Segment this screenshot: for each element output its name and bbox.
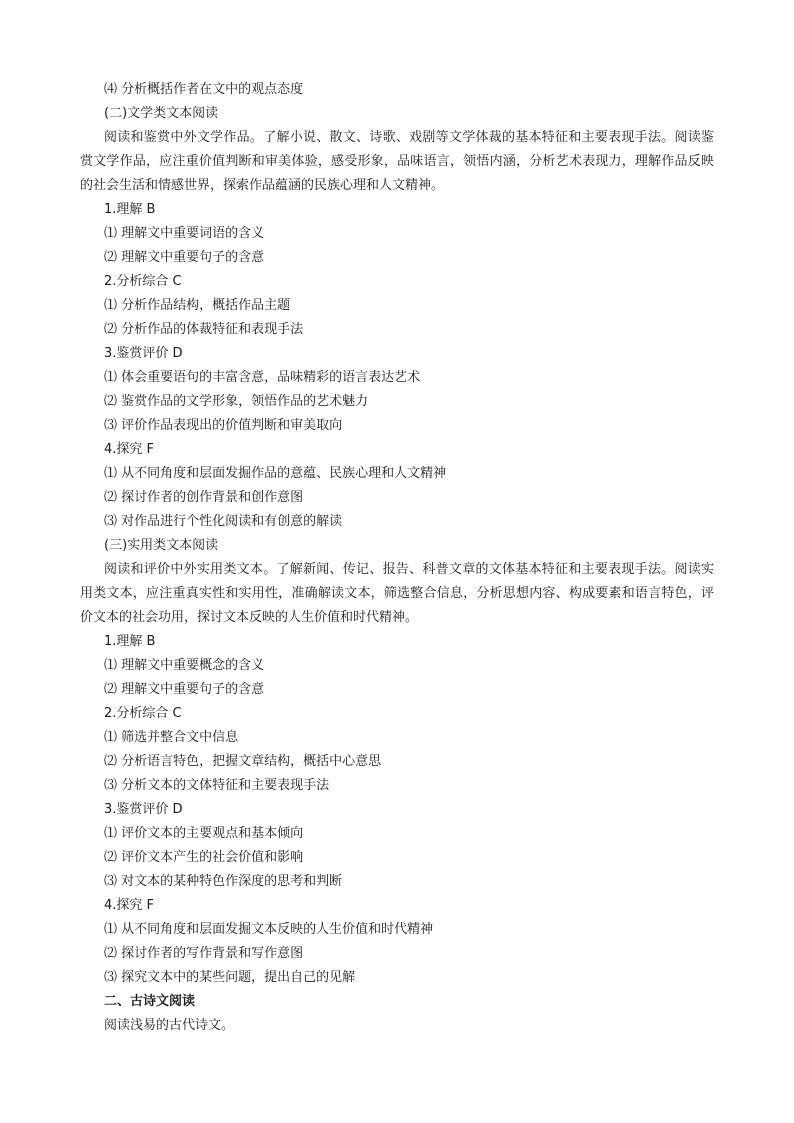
list-item: ⑴ 理解文中重要概念的含义 <box>104 658 265 673</box>
paragraph-practical <box>80 558 738 630</box>
document-body <box>80 78 738 1038</box>
list-item: ⑴ 从不同角度和层面发掘文本反映的人生价值和时代精神 <box>104 922 434 937</box>
level-heading: 4.探究 F <box>104 442 155 457</box>
list-item: ⑵ 探讨作者的创作背景和创作意图 <box>104 490 304 505</box>
level-heading: 1.理解 B <box>104 634 156 649</box>
list-item: ⑶ 评价作品表现出的价值判断和审美取向 <box>104 418 343 433</box>
paragraph-text: 阅读和鉴赏中外文学作品。了解小说、散文、诗歌、戏剧等文学体裁的基本特征和主要表现手法。阅读鉴赏文学作品，应注重价值判断和审美体验，感受形象，品味语言，领悟内涵，分析艺术表现力，理解作品反映的社会生活和情感世界，探索作品蕴涵的民族心理和人文精神。 <box>80 130 714 193</box>
list-item: ⑶ 对文本的某种特色作深度的思考和判断 <box>104 874 343 889</box>
list-item: ⑴ 评价文本的主要观点和基本倾向 <box>104 826 304 841</box>
body-text: 阅读浅易的古代诗文。 <box>104 1018 235 1033</box>
level-heading: 2.分析综合 C <box>104 274 182 289</box>
list-item: ⑴ 分析作品结构，概括作品主题 <box>104 298 291 313</box>
list-item: ⑴ 体会重要语句的丰富含意，品味精彩的语言表达艺术 <box>104 370 421 385</box>
list-item: ⑶ 对作品进行个性化阅读和有创意的解读 <box>104 514 343 529</box>
list-item: ⑵ 鉴赏作品的文学形象，领悟作品的艺术魅力 <box>104 394 369 409</box>
level-heading: 4.探究 F <box>104 898 155 913</box>
section-heading: (二)文学类文本阅读 <box>104 106 219 121</box>
list-item: ⑵ 评价文本产生的社会价值和影响 <box>104 850 304 865</box>
level-heading: 1.理解 B <box>104 202 156 217</box>
list-item: ⑶ 探究文本中的某些问题，提出自己的见解 <box>104 970 356 985</box>
section-heading: (三)实用类文本阅读 <box>104 538 219 553</box>
list-item: ⑷ 分析概括作者在文中的观点态度 <box>104 82 304 97</box>
list-item: ⑴ 从不同角度和层面发掘作品的意蕴、民族心理和人文精神 <box>104 466 447 481</box>
list-item: ⑵ 理解文中重要句子的含意 <box>104 682 265 697</box>
level-heading: 2.分析综合 C <box>104 706 182 721</box>
chapter-heading: 二、古诗文阅读 <box>104 994 196 1009</box>
level-heading: 3.鉴赏评价 D <box>104 802 183 817</box>
list-item: ⑵ 分析语言特色，把握文章结构，概括中心意思 <box>104 754 382 769</box>
list-item: ⑴ 筛选并整合文中信息 <box>104 730 239 745</box>
paragraph-text: 阅读和评价中外实用类文本。了解新闻、传记、报告、科普文章的文体基本特征和主要表现手法。阅读实用类文本，应注重真实性和实用性，准确解读文本，筛选整合信息，分析思想内容、构成要素和语言特色，评价文本的社会功用，探讨文本反映的人生价值和时代精神。 <box>80 562 714 625</box>
level-heading: 3.鉴赏评价 D <box>104 346 183 361</box>
list-item: ⑶ 分析文本的文体特征和主要表现手法 <box>104 778 330 793</box>
list-item: ⑵ 理解文中重要句子的含意 <box>104 250 265 265</box>
paragraph-literary <box>80 126 738 198</box>
list-item: ⑵ 分析作品的体裁特征和表现手法 <box>104 322 304 337</box>
list-item: ⑵ 探讨作者的写作背景和写作意图 <box>104 946 304 961</box>
list-item: ⑴ 理解文中重要词语的含义 <box>104 226 265 241</box>
